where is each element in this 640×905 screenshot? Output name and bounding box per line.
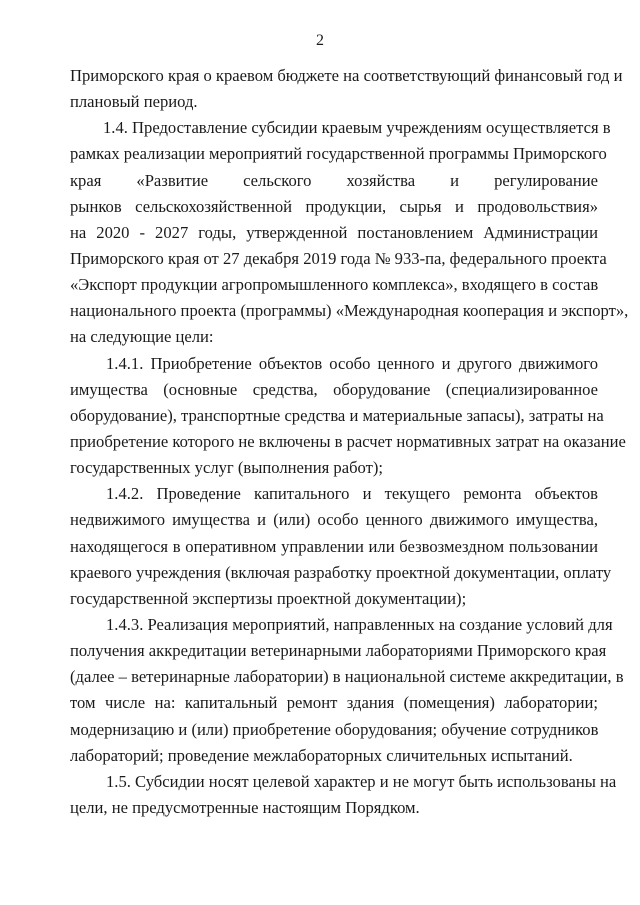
document-body (70, 63, 629, 821)
text-line: 1.4.2. Проведение капитального и текущего ремонта объектов (106, 484, 598, 504)
text-line: государственной экспертизы проектной документации); (70, 588, 467, 608)
text-line: лабораторий; проведение межлабораторных сличительных испытаний. (70, 745, 573, 765)
page-number: 2 (316, 32, 324, 49)
text-line: рамках реализации мероприятий государственной программы Приморского (70, 144, 607, 164)
text-line: имущества (основные средства, оборудование (специализированное (70, 379, 598, 399)
text-line: 1.4.3. Реализация мероприятий, направленных на создание условий для (106, 614, 613, 634)
text-line: (далее – ветеринарные лаборатории) в национальной системе аккредитации, в (70, 667, 624, 687)
text-line: приобретение которого не включены в расчет нормативных затрат на оказание (70, 431, 626, 451)
text-line: том числе на: капитальный ремонт здания (помещения) лаборатории; (70, 693, 598, 713)
text-line: Приморского края от 27 декабря 2019 года № 933-па, федерального проекта (70, 248, 607, 268)
text-line: недвижимого имущества и (или) особо ценного движимого имущества, (70, 510, 598, 530)
text-line: государственных услуг (выполнения работ); (70, 458, 383, 478)
text-line: краевого учреждения (включая разработку проектной документации, оплату (70, 562, 612, 582)
text-line: на 2020 - 2027 годы, утвержденной постановлением Администрации (70, 222, 598, 242)
text-line: 1.4. Предоставление субсидии краевым учреждениям осуществляется в (103, 118, 611, 138)
text-line: модернизацию и (или) приобретение оборудования; обучение сотрудников (70, 719, 599, 739)
text-line: находящегося в оперативном управлении или безвозмездном пользовании (70, 536, 598, 556)
text-line: национального проекта (программы) «Международная кооперация и экспорт», (70, 301, 629, 321)
text-line: оборудование), транспортные средства и материальные запасы), затраты на (70, 405, 604, 425)
text-line: получения аккредитации ветеринарными лабораториями Приморского края (70, 641, 607, 661)
text-line: Приморского края о краевом бюджете на соответствующий финансовый год и (70, 66, 623, 85)
text-line: плановый период. (70, 92, 198, 112)
text-line: 1.5. Субсидии носят целевой характер и не могут быть использованы на (106, 771, 617, 791)
text-line: рынков сельскохозяйственной продукции, сырья и продовольствия» (70, 196, 598, 216)
text-line: цели, не предусмотренные настоящим Порядком. (70, 797, 420, 817)
text-line: «Экспорт продукции агропромышленного комплекса», входящего в состав (70, 275, 599, 295)
text-line: на следующие цели: (70, 327, 214, 347)
text-line: края «Развитие сельского хозяйства и регулирование (70, 170, 598, 190)
text-line: 1.4.1. Приобретение объектов особо ценного и другого движимого (106, 353, 598, 373)
